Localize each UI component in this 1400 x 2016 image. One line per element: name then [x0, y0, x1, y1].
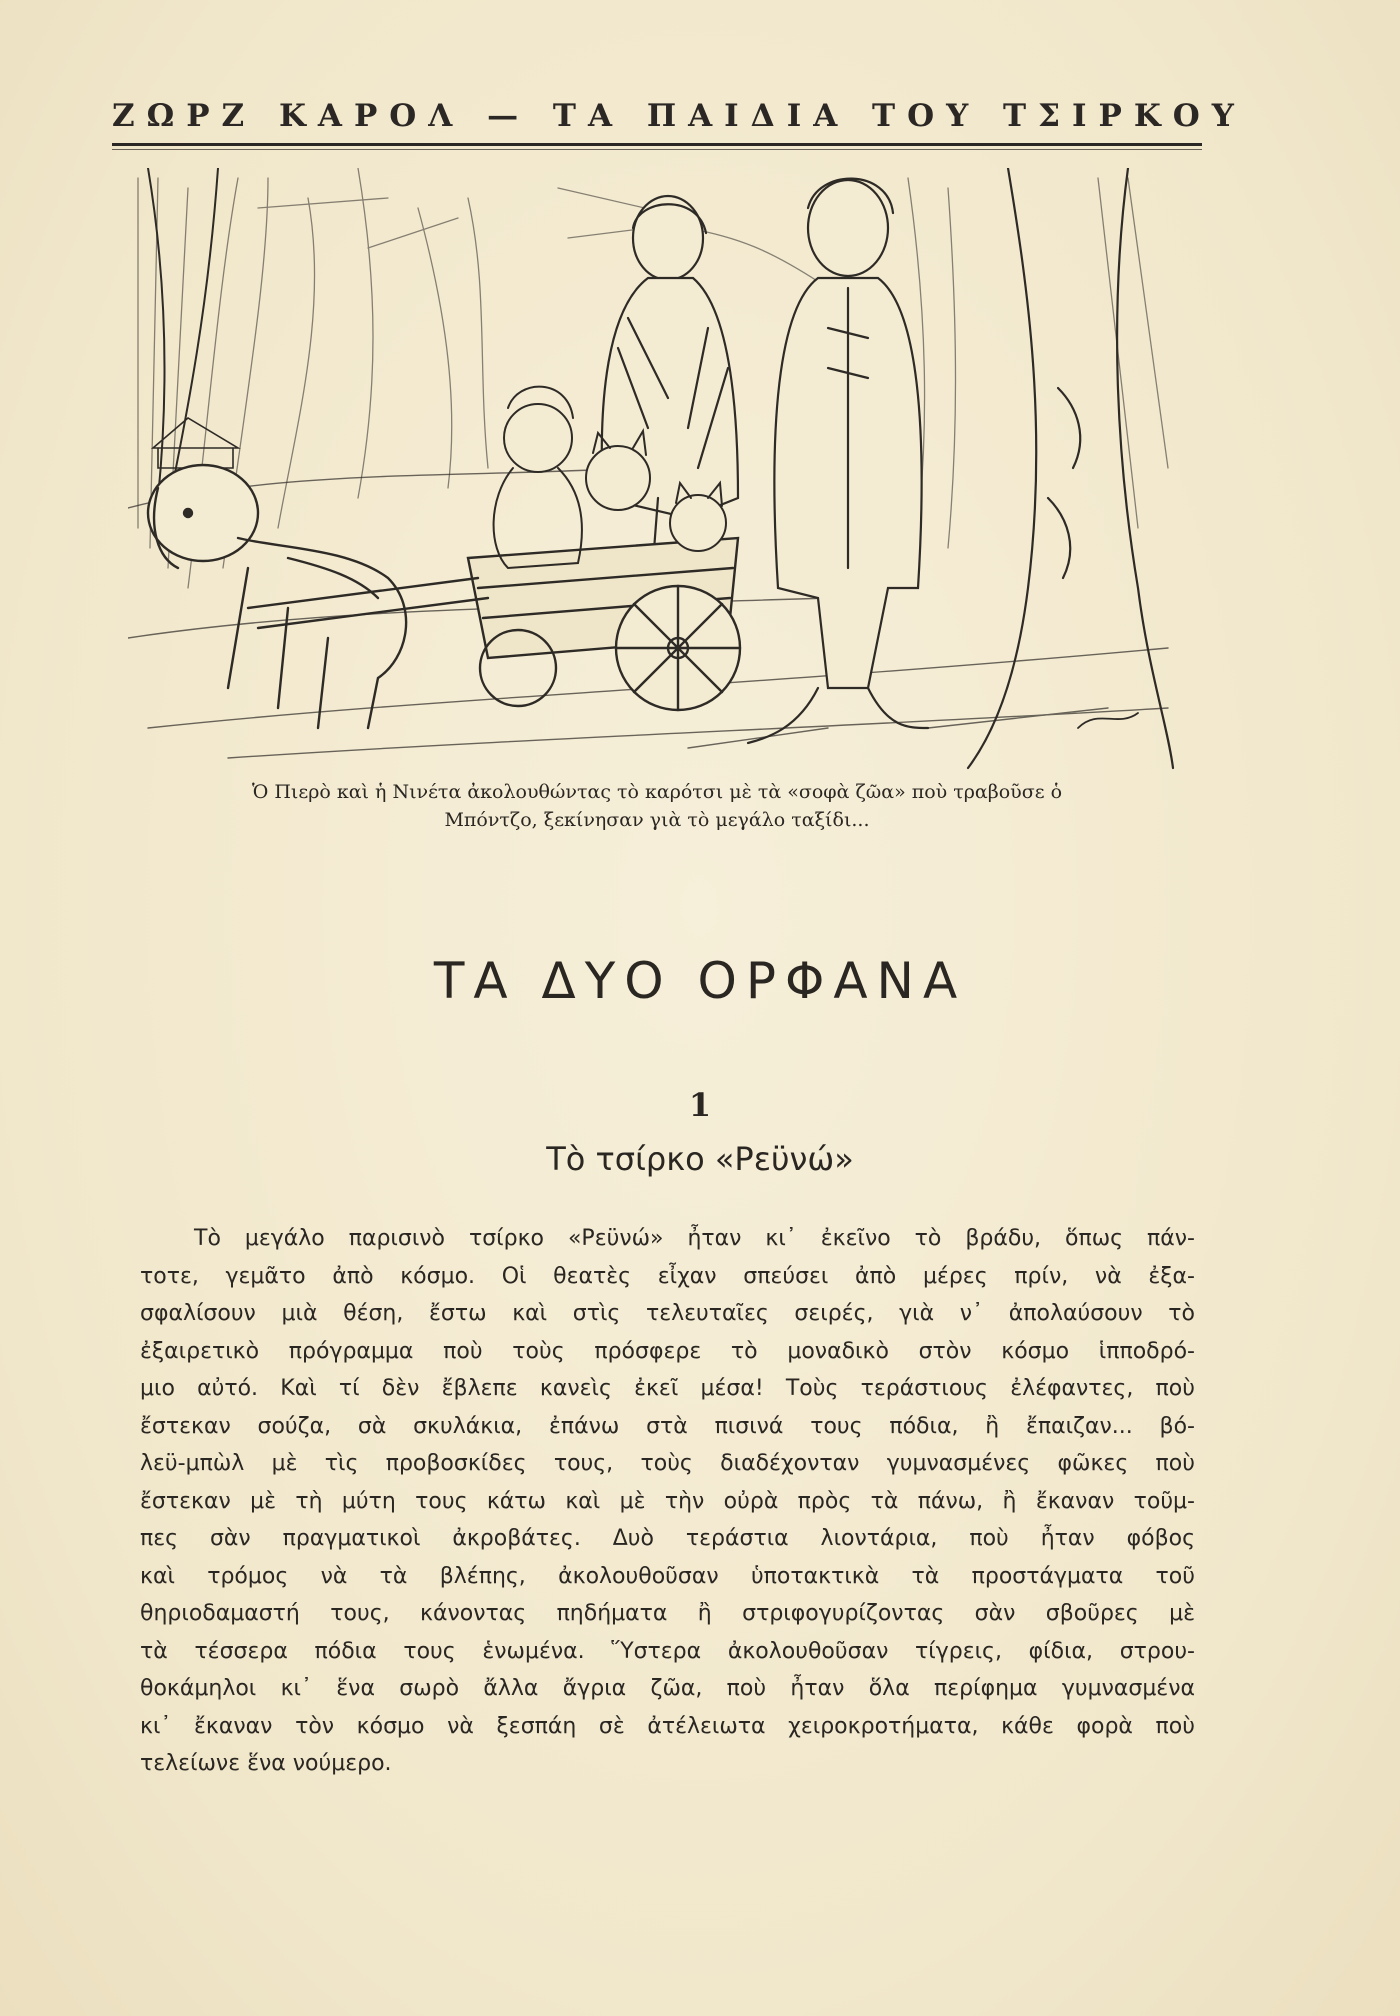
text-line: κι᾿ ἔκαναν τὸν κόσμο νὰ ξεσπάη σὲ ἀτέλειωτα χειροκροτήματα, κάθε φορὰ ποὺ [140, 1713, 1195, 1739]
caption-line-2: Μπόντζο, ξεκίνησαν γιὰ τὸ μεγάλο ταξίδι... [444, 809, 870, 831]
text-line: λεϋ-μπὼλ μὲ τὶς προβοσκίδες τους, τοὺς διαδέχονταν γυμνασμένες φῶκες ποὺ [140, 1451, 1195, 1476]
text-line: τὰ τέσσερα πόδια τους ἑνωμένα. Ὕστερα ἀκολουθοῦσαν τίγρεις, φίδια, στρου- [140, 1638, 1195, 1664]
chapter-number: 1 [688, 1086, 712, 1124]
text-line: τελείωνε ἕνα νούμερο. [140, 1751, 392, 1776]
text-line: Τὸ μεγάλο παρισινὸ τσίρκο «Ρεϋνώ» ἦταν κι᾿ ἐκεῖνο τὸ βράδυ, ὅπως πάν- [194, 1226, 1195, 1251]
text-line: θηριοδαμαστή τους, κάνοντας πηδήματα ἢ στριφογυρίζοντας σὰν σβοῦρες μὲ [140, 1601, 1195, 1626]
running-head: ΖΩΡΖ ΚΑΡΟΛ — ΤΑ ΠΑΙΔΙΑ ΤΟΥ ΤΣΙΡΚΟΥ [112, 98, 1246, 134]
text-line: ἔστεκαν σούζα, σὰ σκυλάκια, ἐπάνω στὰ πισινά τους πόδια, ἢ ἔπαιζαν... βό- [140, 1413, 1195, 1439]
running-head-rule [112, 143, 1202, 146]
text-line: ἐξαιρετικὸ πρόγραμμα ποὺ τοὺς πρόσφερε τὸ μοναδικὸ στὸν κόσμο ἱπποδρό- [140, 1338, 1195, 1364]
text-line: καὶ τρόμος νὰ τὰ βλέπης, ἀκολουθοῦσαν ὑποτακτικὰ τὰ προστάγματα τοῦ [140, 1563, 1195, 1589]
text-line: σφαλίσουν μιὰ θέση, ἔστω καὶ στὶς τελευταῖες σειρές, γιὰ ν᾿ ἀπολαύσουν τὸ [140, 1301, 1195, 1326]
chapter-title: ΤΑ ΔΥΟ ΟΡΦΑΝΑ [433, 952, 967, 1010]
caption-line-1: Ὁ Πιερὸ καὶ ἡ Νινέτα ἀκολουθώντας τὸ καρότσι μὲ τὰ «σοφὰ ζῶα» ποὺ τραβοῦσε ὁ [251, 781, 1063, 803]
text-line: τοτε, γεμᾶτο ἀπὸ κόσμο. Οἱ θεατὲς εἶχαν σπεύσει ἀπὸ μέρες πρίν, νὰ ἐξα- [140, 1263, 1195, 1289]
text-line: θοκάμηλοι κι᾿ ἕνα σωρὸ ἄλλα ἄγρια ζῶα, ποὺ ἦταν ὅλα περίφημα γυμνασμένα [140, 1676, 1195, 1701]
text-line: ἔστεκαν μὲ τὴ μύτη τους κάτω καὶ μὲ τὴν οὐρὰ πρὸς τὰ πάνω, ἢ ἔκαναν τοῦμ- [140, 1488, 1195, 1514]
text-line: μιο αὐτό. Καὶ τί δὲν ἔβλεπε κανεὶς ἐκεῖ μέσα! Τοὺς τεράστιους ἐλέφαντες, ποὺ [140, 1376, 1195, 1401]
circus-children-cart-illustration-icon [128, 168, 1178, 773]
illustration-caption [112, 778, 1202, 834]
body-text [140, 1220, 1195, 1783]
running-head-rule-thin [112, 149, 1202, 150]
illustration [128, 168, 1178, 773]
text-line: πες σὰν πραγματικοὶ ἀκροβάτες. Δυὸ τεράστια λιοντάρια, ποὺ ἦταν φόβος [140, 1526, 1195, 1551]
section-title: Τὸ τσίρκο «Ρεϋνώ» [546, 1140, 854, 1178]
